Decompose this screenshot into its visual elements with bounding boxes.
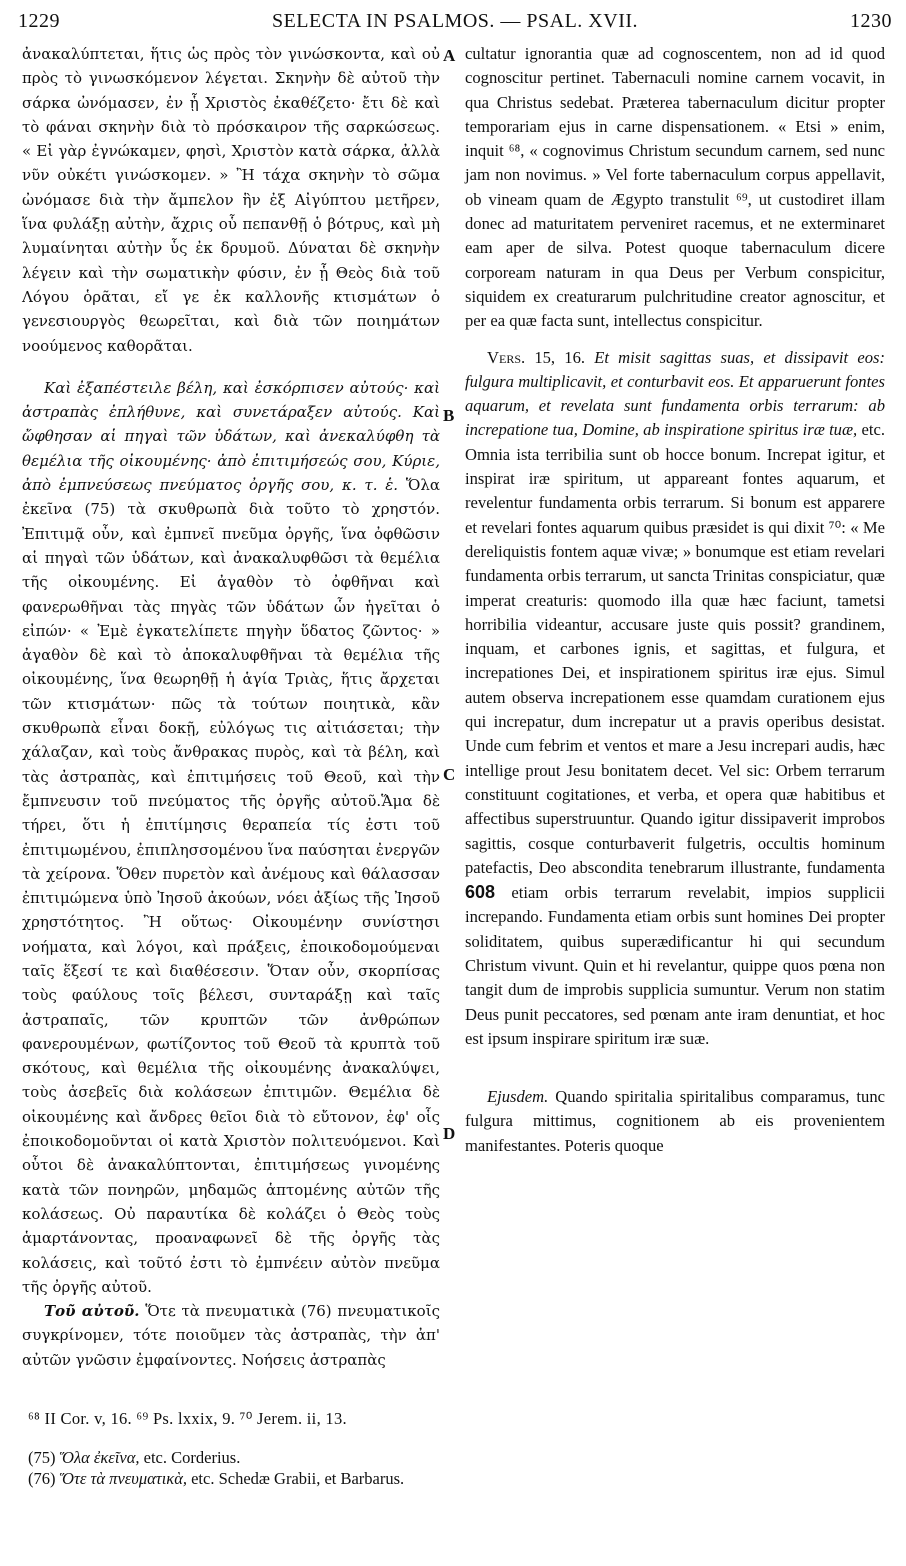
- footnotes: [28, 1408, 888, 1489]
- greek-column: [22, 42, 440, 1372]
- latin-paragraph-1: cultatur ignorantia quæ ad cognoscentem, non ad id quod cognoscitur pertinet. Tabernaculi nomine carnem vocavit, in qua Christus sedebat. Præterea tabernaculum dicitur propter temporariam ejus in carne dispensationem. « Etsi » enim, inquit ⁶⁸, « cognovimus Christum secundum carnem, sed nunc jam non novimus. » Vel forte tabernaculum corpus appellavit, ob vineam quam de Ægypto transtulit ⁶⁹, ut custodiret illam donec ad maturitatem perveniret racemus, et ne exterminaret eam aper de silva. Potest quoque tabernaculum dicere corpoream naturam in qua Deus per Verbum conspicitur, siquidem ex creaturarum pulchritudine creator agnoscitur, et per ea quæ facta sunt, intellectus conspicitur.: [465, 44, 885, 331]
- greek-paragraph-3: [22, 1299, 440, 1372]
- latin-column: [465, 42, 885, 1158]
- footnote-75-quote: Ὅλα ἐκεῖνα,: [59, 1448, 140, 1467]
- inline-page-number: 608: [465, 882, 496, 903]
- running-header: [18, 10, 892, 40]
- latin-verse-quote: Et misit sagittas suas, et dissipavit eos: fulgura multiplicavit, et conturbavit eos. Et apparuerunt fontes aquarum, et revelata sunt fundamenta orbis terrarum: ab increpatione tua, Domine, ab inspiratione spiritus iræ tuæ,: [465, 347, 885, 440]
- footnote-75-number: (75): [28, 1448, 56, 1467]
- page-number-left: 1229: [18, 10, 60, 32]
- greek-verse-quote: Καὶ ἐξαπέστειλε βέλη, καὶ ἐσκόρπισεν αὐτούς· καὶ ἀστραπὰς ἐπλήθυνε, καὶ συνετάραξεν αὐτούς. Καὶ ὤφθησαν αἱ πηγαὶ τῶν ὑδάτων, καὶ ἀνεκαλύφθη τὰ θεμέλια τῆς οἰκουμένης· ἀπὸ ἐπιτιμήσεώς σου, Κύριε, ἀπὸ ἐμπνεύσεως πνεύματος ὀργῆς σου, κ. τ. ἑ.: [22, 378, 440, 495]
- margin-marker-a: A: [443, 46, 456, 65]
- latin-author-lead: Ejusdem.: [487, 1087, 549, 1107]
- greek-author-lead: Τοῦ αὐτοῦ.: [44, 1302, 140, 1321]
- greek-paragraph-1: ἀνακαλύπτεται, ἥτις ὡς πρὸς τὸν γινώσκοντα, καὶ οὐ πρὸς τὸ γινωσκόμενον λέγεται. Σκηνὴν δὲ αὐτοῦ τὴν σάρκα ὠνόμασεν, ἐν ᾗ Χριστὸς ἐκαθέζετο· ἔτι δὲ καὶ τὸ φάναι σκηνὴν διὰ τὸ πρόσκαιρον τῆς σαρκώσεως. « Εἰ γὰρ ἐγνώκαμεν, φησὶ, Χριστὸν κατὰ σάρκα, ἀλλὰ νῦν οὐκέτι γινώσκομεν. » Ἢ τάχα σκηνὴν τὸ σῶμα ὠνόμασε διὰ τὴν ἄμπελον ἣν ἐξ Αἰγύπτου μετῆρεν, ἵνα φυλάξῃ αὐτὴν, ἄχρις οὗ πεπανθῇ ὁ βότρυς, καὶ μὴ λυμαίνηται αὐτὴν ὗς ἐκ δρυμοῦ. Δύναται δὲ σκηνὴν λέγειν καὶ τὴν σωματικὴν φύσιν, ἐν ᾗ Θεὸς διὰ τοῦ Λόγου ὁρᾶται, εἴ γε ἐκ καλλονῆς κτισμάτων ὁ γενεσιουργὸς θεωρεῖται, καὶ διὰ τῶν ποιημάτων νοούμενος καθορᾶται.: [22, 45, 440, 355]
- running-title: SELECTA IN PSALMOS. — PSAL. XVII.: [271, 10, 639, 32]
- footnote-76: [28, 1468, 888, 1489]
- greek-commentary: Ὅλα ἐκεῖνα (75) τὰ σκυθρωπὰ διὰ τοῦτο τὸ χρηστόν. Ἐπιτιμᾷ οὖν, καὶ ἐμπνεῖ πνεῦμα ὀργῆς, ἵνα ὀφθῶσιν αἱ πηγαὶ τῶν ὑδάτων, καὶ ἀνακαλυφθῶσι τὰ θεμέλια τῆς οἰκουμένης. Εἰ ἀγαθὸν τὸ ὀφθῆναι καὶ φανερωθῆναι τὰς πηγὰς τῶν ὑδάτων ὧν ἡγεῖται ὁ εἰπών· « Ἐμὲ ἐγκατελίπετε πηγὴν ὕδατος ζῶντος· » ἀγαθὸν δὲ καὶ τὸ ἀποκαλυφθῆναι τὰ θεμέλια τῆς οἰκουμένης, ἵνα θεωρηθῇ ἡ ἁγία Τριὰς, ἥτις ἄρχεται τῶν κτισμάτων· πῶς τὰ τούτων ποιητικὰ, κἂν σκυθρωπὰ εἶναι δοκῇ, εὐλόγως τις αἰτιάσεται; τὴν χάλαζαν, καὶ τοὺς ἄνθρακας πυρὸς, καὶ τὰ βέλη, καὶ τὰς ἀστραπὰς, καὶ ἐπιτιμήσεις τοῦ Θεοῦ, καὶ τὴν ἔμπνευσιν τοῦ πνεύματος τῆς ὀργῆς αὐτοῦ.Ἅμα δὲ τήρει, ὅτι ἡ ἐπιτίμησις θεραπεία τίς ἐστι τοῦ ἐπιτιμωμένου, ἐπιπλησσομένου ἵνα παύσηται ἐνεργῶν τὰ χείρονα. Ὅθεν πυρετὸν καὶ ἀνέμους καὶ θάλασσαν ἐπιτιμώμενα ὑπὸ Ἰησοῦ ἀκούων, νόει ἀξίως τῆς Ἰησοῦ χρηστότητος. Ἢ οὕτως· Οἰκουμένην συνίστησι νοήματα, καὶ λόγοι, καὶ πράξεις, ἐποικοδομούμεναι ταῖς ἕξεσί τε καὶ διαθέσεσιν. Ὅταν οὖν, σκορπίσας τοὺς φαύλους τοῖς βέλεσι, συνταράξῃ καὶ ταῖς ἀστραπαῖς, τῶν κρυπτῶν τῶν ἀνθρώπων φανερουμένων, φωτίζοντος τοῦ Θεοῦ τὰ κρυπτὰ τοῦ σκότους, καὶ θεμέλια τῆς οἰκουμένης ἀνακαλύψει, τοὺς ἀσεβεῖς διὰ κολάσεων ἐπιτιμῶν. Θεμέλια δὲ οἰκουμένης καὶ ἄνδρες θεῖοι διὰ τὸ εὔτονον, ἐφ' οἷς ἐποικοδομοῦνται οἱ κατὰ Χριστὸν πολιτευόμενοι. Καὶ οὗτοι δὲ ἀνακαλύπτονται, ἐπιτιμήσεως γινομένης κατὰ τῶν πονηρῶν, μηδαμῶς ἁπτομένης αὐτῶν τῆς κολάσεως. Οὐ παραυτίκα δὲ κολάζει ὁ Θεὸς τοὺς ἁμαρτάνοντας, προαναφωνεῖ δὲ τῆς ὀργῆς τὰς κολάσεις, καὶ τοῦτό ἐστι τὸ ἐμπνέειν αὐτὸν πνεῦμα τῆς ὀργῆς αὐτοῦ.: [22, 476, 440, 1296]
- latin-paragraph-3: [465, 1085, 885, 1158]
- latin-commentary-a: etc. Omnia ista terribilia sunt ob hocce bonum. Increpat igitur, et inspirat iræ spiritum, ut appareant fontes aquarum, et revelentur fundamenta orbis terrarum. Si bonum est apparere et revelari fontes aquarum quibus præsidet is qui dixit ⁷⁰: « Me dereliquistis fontem aquæ vivæ; » bonumque est etiam revelari fundamenta orbis terrarum, ut sancta Trinitas conspiciatur, quæ imperat creaturis: quomodo illa quæ hæc faciunt, tametsi horribilia videantur, accusare juste quis possit? grandinem, inquam, et carbones ignis, et sagittas, et fulgura, et increpationes Dei, et inspirationem spiritus iræ ejus. Simul autem observa increpationem esse quamdam curationem ejus qui increpatur, dum increpatur ut a pravis operibus desistat. Unde cum febrim et ventos et mare a Jesu increpari audis, hæc intellige prout Jesu bonitatem decet. Vel sic: Orbem terrarum constituunt cogitationes, et verba, et opera quæ habitibus et affectibus superstruuntur. Quando igitur dissipaverit improbos sagittis, cosque conturbaverit fulgetris, occultis hominum patefactis, Deo abscondita tenebrarum illustrante, fundamenta: [465, 420, 885, 877]
- latin-paragraph-3-text: Quando spiritalia spiritalibus comparamus, tunc fulgura mittimus, cognitionem ab eis provenientem manifestantes. Poteris quoque: [465, 1087, 885, 1155]
- footnote-75: [28, 1447, 888, 1468]
- latin-paragraph-2: [465, 346, 885, 1052]
- page-number-right: 1230: [850, 10, 892, 32]
- margin-marker-d: D: [443, 1124, 456, 1143]
- footnote-75-text: etc. Corderius.: [143, 1448, 241, 1467]
- scripture-references: ⁶⁸ II Cor. v, 16. ⁶⁹ Ps. lxxix, 9. ⁷⁰ Jerem. ii, 13.: [28, 1409, 347, 1428]
- footnote-76-text: etc. Schedæ Grabii, et Barbarus.: [191, 1469, 405, 1488]
- greek-paragraph-3-text: Ὅτε τὰ πνευματικὰ (76) πνευματικοῖς συγκρίνομεν, τότε ποιοῦμεν τὰς ἀστραπὰς, τὴν ἀπ' αὐτῶν γνῶσιν ἐμφαίνοντες. Νοήσεις ἀστραπὰς: [22, 1302, 440, 1369]
- latin-commentary-b: etiam orbis terrarum revelabit, impios supplicii increpando. Fundamenta etiam orbis sunt homines Dei propter soliditatem, quibus superædificantur hi qui secundum Christum vivunt. Quin et hi revelantur, quippe quos pœna non tangit dum de improbis supplicia sumuntur. Verum non statim Deus punit peccatores, sed pœnam ante iram denuntiat, et hoc est ipsum inspirare spiritum iræ suæ.: [465, 883, 885, 1048]
- verse-label: Vers. 15, 16.: [487, 347, 586, 367]
- margin-marker-b: B: [443, 406, 455, 425]
- greek-paragraph-2: [22, 376, 440, 1299]
- footnote-76-number: (76): [28, 1469, 56, 1488]
- margin-marker-c: C: [443, 765, 456, 784]
- footnote-76-quote: Ὅτε τὰ πνευματικὰ,: [59, 1469, 187, 1488]
